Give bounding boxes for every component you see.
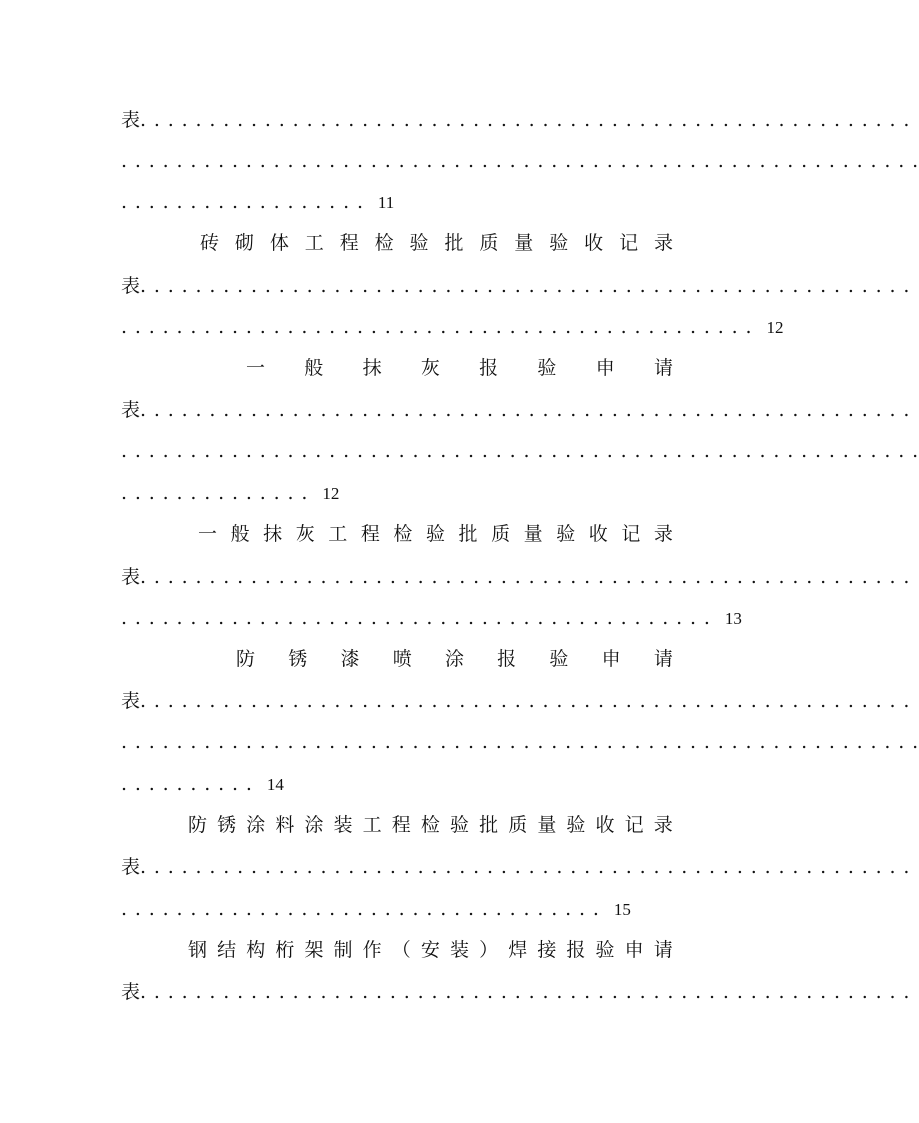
heading-char: 灰 [420, 357, 440, 379]
toc-leader-line [121, 189, 681, 215]
dot-leader: . . . . . . . . . . . . . . . . . . [121, 191, 364, 213]
heading-char: 验 [566, 814, 586, 836]
heading-char: 收 [588, 523, 608, 545]
heading-char: 锈 [288, 648, 308, 670]
toc-leader-line [121, 854, 911, 880]
dot-leader: . . . . . . . . . . . . . . . . . . . . . . . . . . . . . . . . . . . . . . . . . . . . . . . . . . . . . . . . [140, 856, 911, 878]
toc-leader-line [121, 979, 911, 1005]
heading-char: 灰 [295, 523, 315, 545]
heading-char: 质 [491, 523, 511, 545]
toc-entry-heading[interactable] [200, 230, 673, 256]
heading-char: 请 [653, 648, 673, 670]
heading-char: 验 [595, 939, 615, 961]
dot-leader: . . . . . . . . . . . . . . [121, 482, 309, 504]
heading-char: 喷 [392, 648, 412, 670]
heading-char: 构 [246, 939, 266, 961]
heading-char: 一 [198, 523, 218, 545]
dot-leader: . . . . . . . . . . . . . . . . . . . . . . . . . . . . . . . . . . . . . . . . . . . . . . . . . . . . . . . . [140, 109, 911, 131]
heading-char: 报 [566, 939, 586, 961]
toc-page-number: 13 [724, 609, 742, 628]
heading-char: 申 [624, 939, 644, 961]
toc-leader-line [121, 688, 911, 714]
heading-char: 作 [362, 939, 382, 961]
dot-leader: . . . . . . . . . . . . . . . . . . . . . . . . . . . . . . . . . . . . . . . . . . . . . . . . . . . . . . . . [140, 566, 911, 588]
toc-leader-line [121, 480, 681, 506]
heading-char: 锈 [217, 814, 237, 836]
heading-char: 接 [537, 939, 557, 961]
dot-leader: . . . . . . . . . . . . . . . . . . . . . . . . . . . . . . . . . . . . . . . . . . . [121, 607, 711, 629]
heading-char: 记 [619, 232, 639, 254]
heading-char: 收 [584, 232, 604, 254]
heading-char: （ [391, 939, 411, 961]
heading-char: 申 [601, 648, 621, 670]
heading-char: 装 [333, 814, 353, 836]
heading-char: 砌 [234, 232, 254, 254]
toc-leader-start: 表 [121, 399, 141, 421]
heading-char: 涂 [246, 814, 266, 836]
heading-char: 程 [360, 523, 380, 545]
heading-char: 制 [333, 939, 353, 961]
heading-char: 程 [391, 814, 411, 836]
toc-page-number: 14 [266, 775, 284, 794]
heading-char: 记 [621, 523, 641, 545]
toc-page-number: 15 [613, 900, 631, 919]
toc-leader-start: 表 [121, 566, 141, 588]
heading-char: 验 [425, 523, 445, 545]
heading-char: 批 [444, 232, 464, 254]
heading-char: 报 [479, 357, 499, 379]
toc-entry-heading[interactable] [236, 646, 673, 672]
heading-char: 般 [304, 357, 324, 379]
heading-char: 防 [188, 814, 208, 836]
heading-char: 收 [595, 814, 615, 836]
toc-page-number: 11 [377, 193, 395, 212]
heading-char: 检 [374, 232, 394, 254]
heading-char: 结 [217, 939, 237, 961]
heading-char: 验 [449, 814, 469, 836]
heading-char: 录 [653, 814, 673, 836]
heading-char: 工 [362, 814, 382, 836]
heading-char: 检 [420, 814, 440, 836]
toc-leader-line [121, 896, 681, 922]
heading-char: 般 [230, 523, 250, 545]
heading-char: 验 [556, 523, 576, 545]
toc-leader-start: 表 [121, 109, 141, 131]
heading-char: 体 [269, 232, 289, 254]
heading-char: 量 [523, 523, 543, 545]
dot-leader: . . . . . . . . . . . . . . . . . . . . . . . . . . . . . . . . . . . . . . . . . . . . . . . . . . . . . . . . [140, 275, 911, 297]
heading-char: 批 [458, 523, 478, 545]
heading-char: 录 [653, 523, 673, 545]
toc-leader-line [121, 273, 911, 299]
toc-entry-heading[interactable] [246, 355, 673, 381]
toc-leader-start: 表 [121, 856, 141, 878]
toc-entry-heading[interactable] [188, 812, 673, 838]
heading-char: 记 [624, 814, 644, 836]
toc-leader-line [121, 771, 681, 797]
toc-leader-start: 表 [121, 690, 141, 712]
heading-char: 焊 [508, 939, 528, 961]
heading-char: 量 [514, 232, 534, 254]
heading-char: 验 [537, 357, 557, 379]
heading-char: 钢 [188, 939, 208, 961]
toc-leader-start: 表 [121, 275, 141, 297]
toc-leader-line [121, 397, 911, 423]
heading-char: 抹 [263, 523, 283, 545]
heading-char: 漆 [340, 648, 360, 670]
dot-leader: . . . . . . . . . . . . . . . . . . . . . . . . . . . . . . . . . . . [121, 898, 600, 920]
heading-char: 涂 [304, 814, 324, 836]
heading-char: 工 [304, 232, 324, 254]
heading-char: 程 [339, 232, 359, 254]
toc-leader-line [121, 564, 911, 590]
toc-leader-line [121, 729, 919, 755]
dot-leader: . . . . . . . . . . . . . . . . . . . . . . . . . . . . . . . . . . . . . . . . . . . . . . [121, 316, 753, 338]
dot-leader: . . . . . . . . . . [121, 773, 253, 795]
heading-char: ） [479, 939, 499, 961]
toc-page-number: 12 [766, 318, 784, 337]
heading-char: 防 [236, 648, 256, 670]
heading-char: 请 [653, 939, 673, 961]
heading-char: 工 [328, 523, 348, 545]
heading-char: 录 [653, 232, 673, 254]
toc-leader-line [121, 605, 742, 631]
heading-char: 一 [246, 357, 266, 379]
dot-leader: . . . . . . . . . . . . . . . . . . . . . . . . . . . . . . . . . . . . . . . . . . . . . . . . . . . . . . . . [140, 981, 911, 1003]
heading-char: 检 [393, 523, 413, 545]
toc-leader-line [121, 107, 911, 133]
heading-char: 架 [304, 939, 324, 961]
heading-char: 桁 [275, 939, 295, 961]
toc-entry-heading[interactable] [188, 937, 673, 963]
heading-char: 料 [275, 814, 295, 836]
heading-char: 申 [595, 357, 615, 379]
toc-page-number: 12 [322, 484, 340, 503]
heading-char: 装 [449, 939, 469, 961]
heading-char: 砖 [200, 232, 220, 254]
toc-entry-heading[interactable] [198, 521, 673, 547]
dot-leader: . . . . . . . . . . . . . . . . . . . . . . . . . . . . . . . . . . . . . . . . . . . . . . . . . . . . . . . . [140, 690, 911, 712]
dot-leader: . . . . . . . . . . . . . . . . . . . . . . . . . . . . . . . . . . . . . . . . . . . . . . . . . . . . . . . . . . [121, 440, 919, 462]
heading-char: 质 [479, 232, 499, 254]
heading-char: 报 [497, 648, 517, 670]
heading-char: 安 [420, 939, 440, 961]
heading-char: 验 [549, 648, 569, 670]
dot-leader: . . . . . . . . . . . . . . . . . . . . . . . . . . . . . . . . . . . . . . . . . . . . . . . . . . . . . . . . . . [121, 150, 919, 172]
heading-char: 抹 [362, 357, 382, 379]
heading-char: 验 [409, 232, 429, 254]
heading-char: 请 [653, 357, 673, 379]
toc-leader-line [121, 314, 784, 340]
toc-leader-line [121, 438, 919, 464]
heading-char: 量 [537, 814, 557, 836]
toc-leader-line [121, 148, 919, 174]
heading-char: 验 [549, 232, 569, 254]
heading-char: 质 [508, 814, 528, 836]
heading-char: 涂 [444, 648, 464, 670]
heading-char: 批 [479, 814, 499, 836]
toc-leader-start: 表 [121, 981, 141, 1003]
dot-leader: . . . . . . . . . . . . . . . . . . . . . . . . . . . . . . . . . . . . . . . . . . . . . . . . . . . . . . . . . . [121, 731, 919, 753]
dot-leader: . . . . . . . . . . . . . . . . . . . . . . . . . . . . . . . . . . . . . . . . . . . . . . . . . . . . . . . . [140, 399, 911, 421]
